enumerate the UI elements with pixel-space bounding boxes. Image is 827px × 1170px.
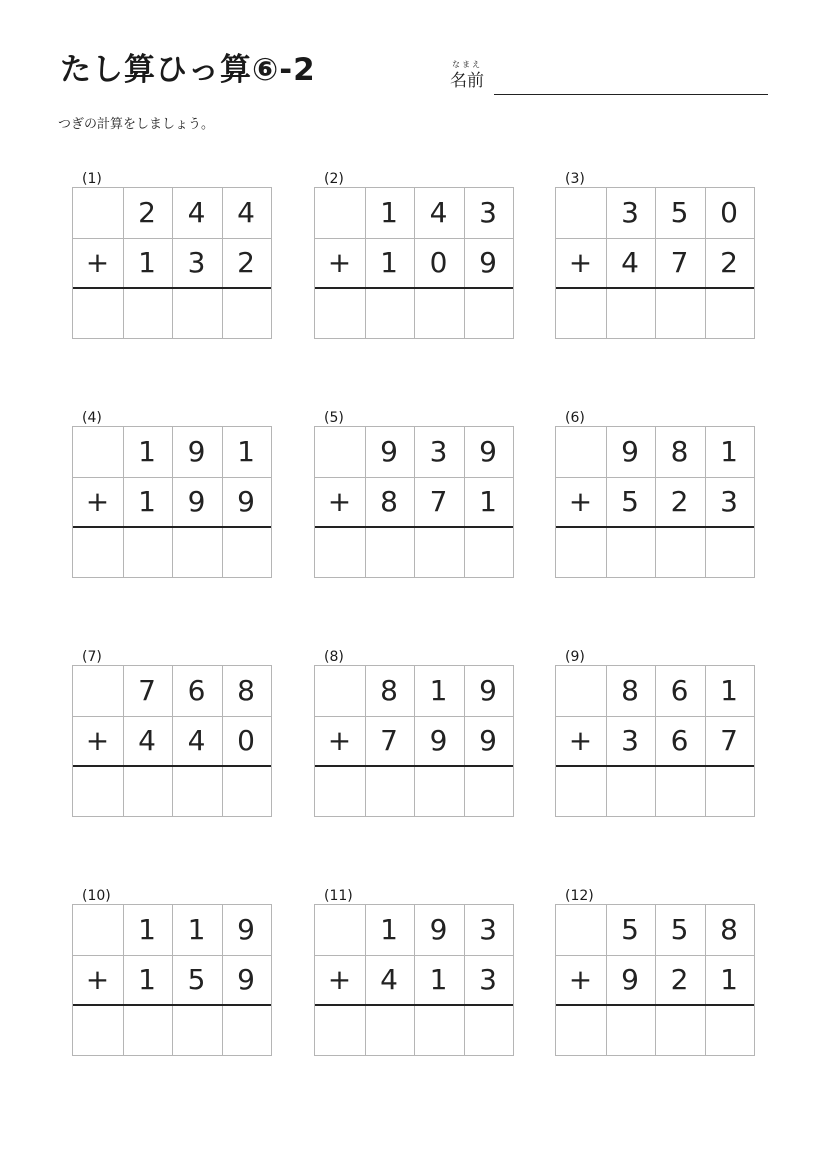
calculation-grid <box>314 904 514 1056</box>
top-digit: 5 <box>670 196 689 229</box>
bottom-digit: 4 <box>621 246 639 279</box>
problem-1 <box>72 170 272 350</box>
plus-sign: + <box>568 246 593 279</box>
name-label: 名前 <box>450 71 484 91</box>
answer-cell[interactable] <box>172 1006 221 1055</box>
top-digit: 9 <box>187 435 206 468</box>
answer-cell[interactable] <box>365 289 414 338</box>
top-digit: 1 <box>237 435 255 468</box>
answer-cell[interactable] <box>705 1006 754 1055</box>
problem-8 <box>314 648 514 828</box>
answer-cell[interactable] <box>464 528 513 577</box>
calculation-grid <box>72 187 272 339</box>
calculation-grid <box>72 665 272 817</box>
answer-cell[interactable] <box>315 767 364 816</box>
answer-cell[interactable] <box>315 289 364 338</box>
top-digit: 5 <box>670 913 689 946</box>
bottom-digit: 7 <box>380 724 398 757</box>
answer-cell[interactable] <box>556 767 605 816</box>
bottom-digit: 2 <box>670 963 689 996</box>
answer-cell[interactable] <box>655 1006 704 1055</box>
answer-cell[interactable] <box>123 528 172 577</box>
calculation-grid <box>314 665 514 817</box>
bottom-digit: 8 <box>380 485 398 518</box>
answer-cell[interactable] <box>172 289 221 338</box>
top-digit: 8 <box>670 435 689 468</box>
answer-cell[interactable] <box>606 767 655 816</box>
bottom-digit: 9 <box>237 485 255 518</box>
bottom-digit: 5 <box>621 485 639 518</box>
answer-cell[interactable] <box>556 528 605 577</box>
top-digit: 5 <box>621 913 639 946</box>
problem-7 <box>72 648 272 828</box>
bottom-digit: 9 <box>187 485 206 518</box>
top-digit: 3 <box>429 435 448 468</box>
top-digit: 4 <box>187 196 206 229</box>
bottom-digit: 4 <box>380 963 398 996</box>
problem-number: (1) <box>82 171 102 187</box>
top-digit: 9 <box>479 674 497 707</box>
top-digit: 6 <box>187 674 206 707</box>
answer-cell[interactable] <box>365 767 414 816</box>
answer-cell[interactable] <box>464 767 513 816</box>
top-digit: 8 <box>237 674 255 707</box>
plus-sign: + <box>568 485 593 518</box>
top-digit: 1 <box>187 913 206 946</box>
answer-cell[interactable] <box>172 767 221 816</box>
top-digit: 1 <box>138 435 156 468</box>
plus-sign: + <box>85 246 110 279</box>
bottom-digit: 7 <box>670 246 689 279</box>
calculation-grid <box>314 426 514 578</box>
top-digit: 8 <box>380 674 398 707</box>
bottom-digit: 0 <box>429 246 448 279</box>
name-field <box>450 58 770 98</box>
answer-cell[interactable] <box>73 767 122 816</box>
problem-number: (10) <box>82 888 111 904</box>
problem-number: (5) <box>324 410 344 426</box>
bottom-digit: 1 <box>138 485 156 518</box>
problem-number: (3) <box>565 171 585 187</box>
calculation-grid <box>72 426 272 578</box>
bottom-digit: 1 <box>720 963 738 996</box>
instruction-text: つぎの計算をしましょう。 <box>58 117 215 132</box>
answer-cell[interactable] <box>414 528 463 577</box>
top-digit: 1 <box>380 196 398 229</box>
calculation-grid <box>72 904 272 1056</box>
top-digit: 1 <box>720 435 738 468</box>
answer-cell[interactable] <box>556 1006 605 1055</box>
answer-cell[interactable] <box>655 289 704 338</box>
top-digit: 7 <box>138 674 156 707</box>
bottom-digit: 1 <box>138 246 156 279</box>
bottom-digit: 3 <box>621 724 639 757</box>
answer-cell[interactable] <box>365 1006 414 1055</box>
calculation-grid <box>555 187 755 339</box>
top-digit: 3 <box>479 913 497 946</box>
answer-cell[interactable] <box>315 1006 364 1055</box>
calculation-grid <box>555 904 755 1056</box>
answer-cell[interactable] <box>73 289 122 338</box>
bottom-digit: 2 <box>720 246 738 279</box>
bottom-digit: 3 <box>720 485 738 518</box>
top-digit: 9 <box>621 435 639 468</box>
problem-number: (4) <box>82 410 102 426</box>
bottom-digit: 2 <box>237 246 255 279</box>
bottom-digit: 2 <box>670 485 689 518</box>
bottom-digit: 9 <box>621 963 639 996</box>
top-digit: 9 <box>429 913 448 946</box>
top-digit: 9 <box>237 913 255 946</box>
answer-cell[interactable] <box>606 1006 655 1055</box>
plus-sign: + <box>85 485 110 518</box>
bottom-digit: 1 <box>429 963 448 996</box>
top-digit: 6 <box>670 674 689 707</box>
plus-sign: + <box>327 485 352 518</box>
answer-cell[interactable] <box>222 528 271 577</box>
problem-9 <box>555 648 755 828</box>
calculation-grid <box>555 665 755 817</box>
top-digit: 8 <box>621 674 639 707</box>
answer-cell[interactable] <box>705 289 754 338</box>
answer-cell[interactable] <box>606 528 655 577</box>
bottom-digit: 7 <box>429 485 448 518</box>
plus-sign: + <box>85 963 110 996</box>
answer-cell[interactable] <box>705 528 754 577</box>
problem-12 <box>555 887 755 1067</box>
worksheet-title: たし算ひっ算⑥-2 <box>60 52 316 88</box>
name-ruby: なまえ <box>452 60 482 69</box>
problem-number: (12) <box>565 888 594 904</box>
top-digit: 3 <box>479 196 497 229</box>
answer-cell[interactable] <box>556 289 605 338</box>
bottom-digit: 9 <box>429 724 448 757</box>
bottom-digit: 4 <box>187 724 206 757</box>
bottom-digit: 1 <box>479 485 497 518</box>
answer-cell[interactable] <box>172 528 221 577</box>
answer-cell[interactable] <box>315 528 364 577</box>
problem-number: (11) <box>324 888 353 904</box>
bottom-digit: 6 <box>670 724 689 757</box>
answer-cell[interactable] <box>464 1006 513 1055</box>
top-digit: 9 <box>479 435 497 468</box>
answer-cell[interactable] <box>73 528 122 577</box>
problem-4 <box>72 409 272 589</box>
bottom-digit: 9 <box>479 724 497 757</box>
problem-3 <box>555 170 755 350</box>
top-digit: 3 <box>621 196 639 229</box>
answer-cell[interactable] <box>222 1006 271 1055</box>
plus-sign: + <box>327 963 352 996</box>
answer-cell[interactable] <box>222 767 271 816</box>
problem-6 <box>555 409 755 589</box>
bottom-digit: 3 <box>187 246 206 279</box>
answer-cell[interactable] <box>123 289 172 338</box>
top-digit: 1 <box>138 913 156 946</box>
problem-number: (6) <box>565 410 585 426</box>
bottom-digit: 3 <box>479 963 497 996</box>
top-digit: 1 <box>380 913 398 946</box>
plus-sign: + <box>327 724 352 757</box>
answer-cell[interactable] <box>365 528 414 577</box>
top-digit: 4 <box>429 196 448 229</box>
bottom-digit: 9 <box>237 963 255 996</box>
answer-cell[interactable] <box>414 1006 463 1055</box>
top-digit: 2 <box>138 196 156 229</box>
problem-5 <box>314 409 514 589</box>
plus-sign: + <box>85 724 110 757</box>
problem-11 <box>314 887 514 1067</box>
problem-2 <box>314 170 514 350</box>
bottom-digit: 7 <box>720 724 738 757</box>
top-digit: 8 <box>720 913 738 946</box>
answer-cell[interactable] <box>123 767 172 816</box>
plus-sign: + <box>568 724 593 757</box>
problem-number: (9) <box>565 649 585 665</box>
bottom-digit: 9 <box>479 246 497 279</box>
top-digit: 4 <box>237 196 255 229</box>
bottom-digit: 4 <box>138 724 156 757</box>
calculation-grid <box>314 187 514 339</box>
bottom-digit: 5 <box>187 963 206 996</box>
top-digit: 1 <box>429 674 448 707</box>
answer-cell[interactable] <box>123 1006 172 1055</box>
calculation-grid <box>555 426 755 578</box>
answer-cell[interactable] <box>705 767 754 816</box>
plus-sign: + <box>327 246 352 279</box>
bottom-digit: 0 <box>237 724 255 757</box>
answer-cell[interactable] <box>222 289 271 338</box>
answer-cell[interactable] <box>606 289 655 338</box>
problem-number: (8) <box>324 649 344 665</box>
top-digit: 1 <box>720 674 738 707</box>
answer-cell[interactable] <box>414 767 463 816</box>
bottom-digit: 1 <box>380 246 398 279</box>
problem-10 <box>72 887 272 1067</box>
answer-cell[interactable] <box>655 767 704 816</box>
bottom-digit: 1 <box>138 963 156 996</box>
name-input-line[interactable] <box>494 94 768 95</box>
answer-cell[interactable] <box>655 528 704 577</box>
top-digit: 0 <box>720 196 738 229</box>
problem-number: (2) <box>324 171 344 187</box>
answer-cell[interactable] <box>464 289 513 338</box>
answer-cell[interactable] <box>414 289 463 338</box>
problem-number: (7) <box>82 649 102 665</box>
plus-sign: + <box>568 963 593 996</box>
answer-cell[interactable] <box>73 1006 122 1055</box>
top-digit: 9 <box>380 435 398 468</box>
